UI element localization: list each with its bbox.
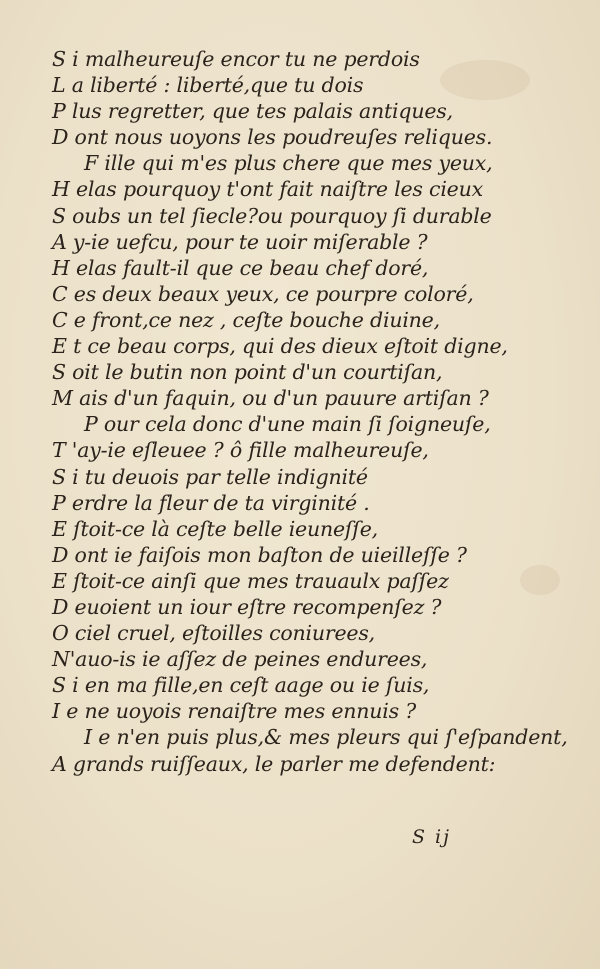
verse-line: F ille qui m'es plus chere que mes yeux, — [84, 151, 493, 176]
verse-line: C es deux beaux yeux, ce pourpre coloré, — [52, 281, 474, 306]
poem-text — [52, 46, 572, 777]
verse-line: E t ce beau corps, qui des dieux eſtoit digne, — [52, 334, 508, 359]
verse-line: A y-ie uefcu, pour te uoir miſerable ? — [52, 229, 428, 254]
verse-line: M ais d'un faquin, ou d'un pauure artiſan ? — [52, 386, 489, 411]
verse-line: N'auo-is ie aſſez de peines endurees, — [52, 647, 428, 672]
verse-line: S oit le butin non point d'un courtiſan, — [52, 360, 443, 385]
verse-line: O ciel cruel, eſtoilles coniurees, — [52, 621, 375, 646]
verse-line: T 'ay-ie eſleuee ? ô fille malheureuſe, — [52, 438, 429, 463]
verse-line: S i en ma fille,en ceſt aage ou ie ſuis, — [52, 673, 430, 698]
verse-line: D euoient un iour eſtre recompenſez ? — [52, 594, 442, 619]
verse-line: C e front,ce nez , ceſte bouche diuine, — [52, 307, 440, 332]
verse-line: P our cela donc d'une main ſi ſoigneuſe, — [84, 412, 491, 437]
verse-line: P erdre la fleur de ta virginité . — [52, 490, 370, 515]
verse-line: H elas pourquoy t'ont fait naiſtre les cieux — [52, 177, 483, 202]
verse-line: E ſtoit-ce ainſi que mes trauaulx paſſez — [52, 568, 449, 593]
verse-line: E ſtoit-ce là ceſte belle ieuneſſe, — [52, 516, 378, 541]
verse-line: S oubs un tel ſiecle?ou pourquoy ſi durable — [52, 203, 492, 228]
verse-line: I e n'en puis plus,& mes pleurs qui ſ'eſpandent, — [84, 725, 568, 750]
verse-line: S i malheureuſe encor tu ne perdois — [52, 47, 420, 71]
verse-line: D ont ie faiſois mon baſton de uieilleſſe ? — [52, 542, 467, 567]
verse-line: P lus regretter, que tes palais antiques, — [52, 99, 453, 124]
verse-line: S i tu deuois par telle indignité — [52, 464, 368, 489]
verse-line: A grands ruiſſeaux, le parler me defendent: — [52, 751, 496, 776]
verse-line: H elas fault-il que ce beau chef doré, — [52, 255, 429, 280]
signature-mark: S ij — [412, 826, 452, 848]
verse-line: I e ne uoyois renaiſtre mes ennuis ? — [52, 699, 417, 724]
verse-line: L a liberté : liberté,que tu dois — [52, 73, 364, 98]
verse-line: D ont nous uoyons les poudreuſes reliques. — [52, 125, 493, 150]
